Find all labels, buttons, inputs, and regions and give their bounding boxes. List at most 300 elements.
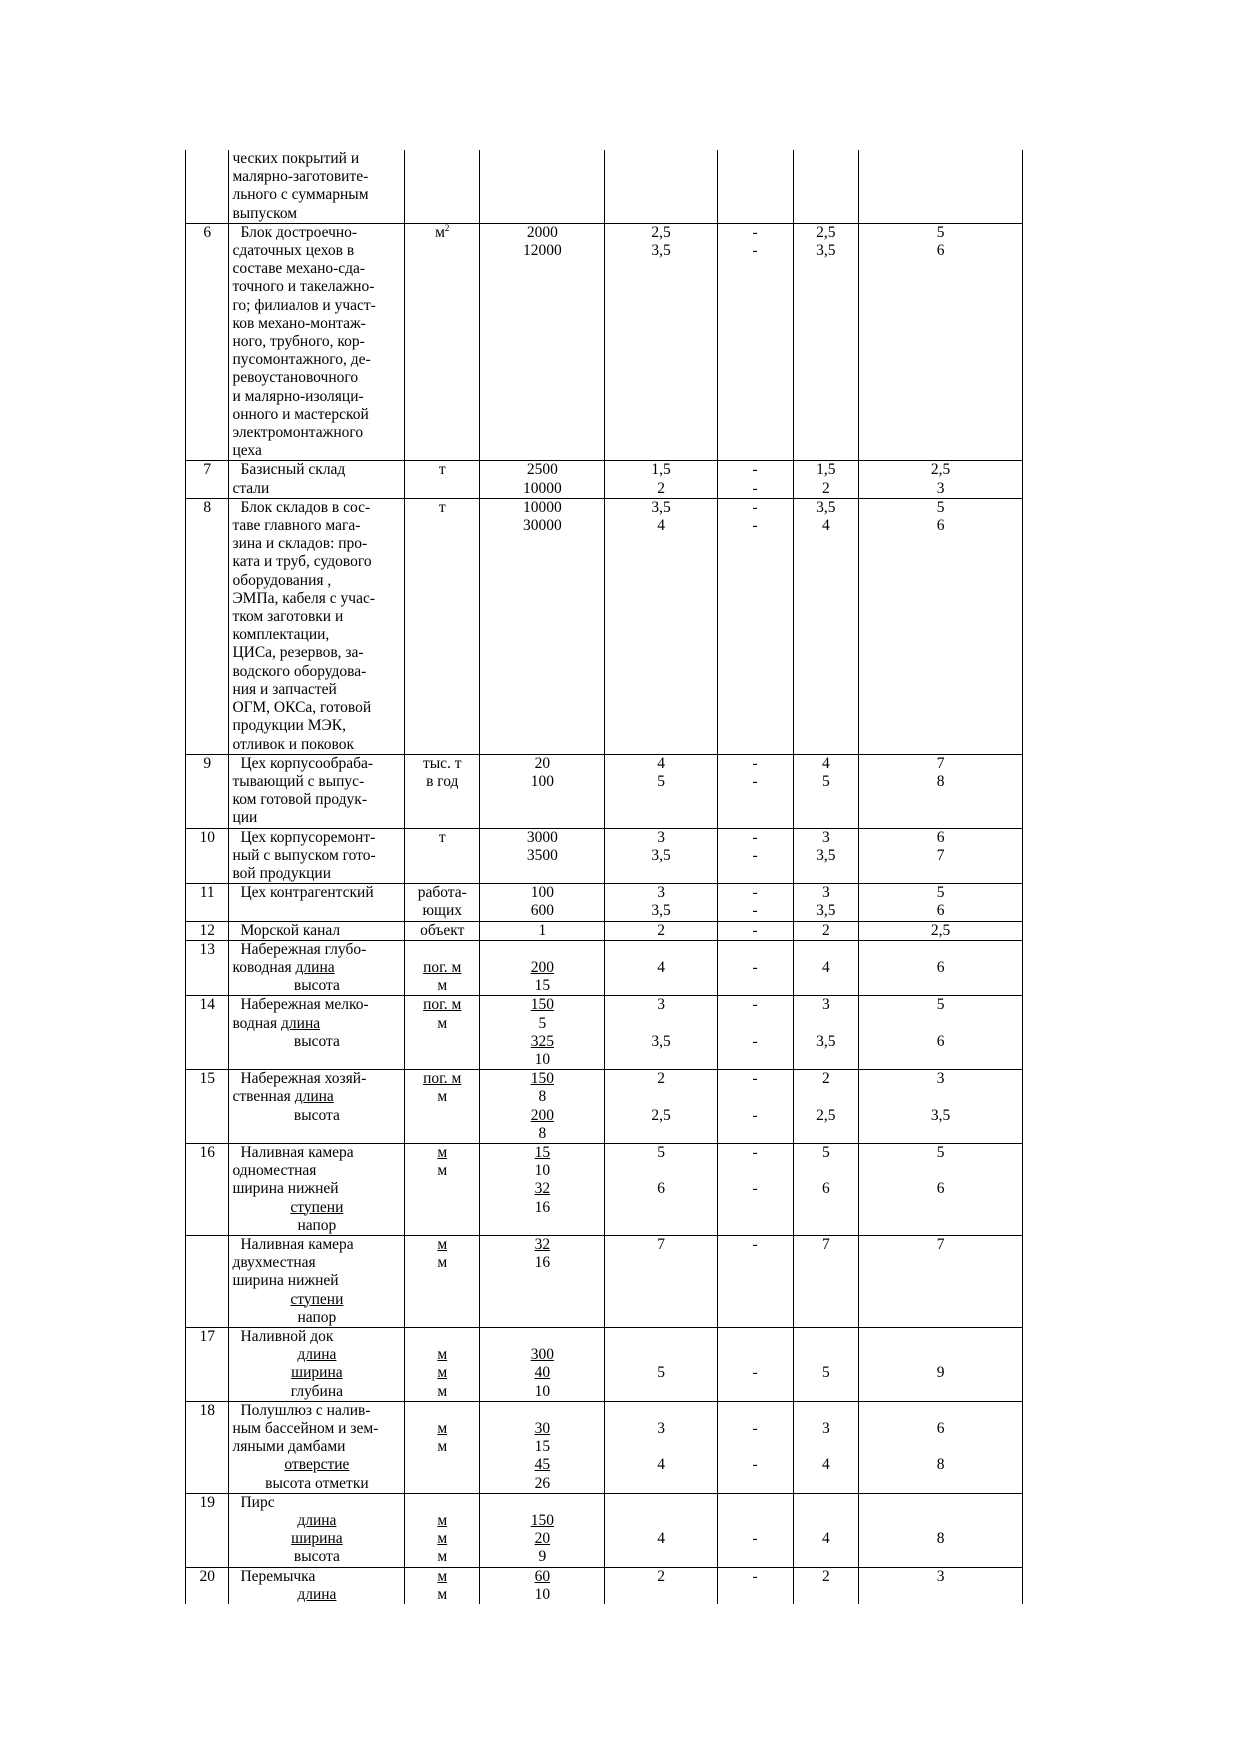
object-name-text: ширина нижней (232, 1180, 339, 1198)
cell-value-col-3 (793, 921, 859, 940)
cell-object-name (229, 223, 405, 461)
unit-line (408, 1402, 476, 1420)
object-name-line (232, 959, 401, 977)
capacity-text: 32 (534, 1235, 551, 1253)
unit-text: пог. м (423, 958, 462, 976)
cell-row-number (186, 461, 229, 498)
value-col-3-text: 3 (821, 1420, 830, 1437)
cell-capacity (480, 1070, 605, 1144)
value-col-3-text: 2 (821, 921, 830, 939)
value-col-2-text: - (752, 1106, 758, 1124)
unit-text: м (437, 1014, 448, 1032)
object-name-text: го; филиалов и участ- (232, 296, 376, 314)
cell-value-col-1 (605, 921, 717, 940)
value-col-3-line (797, 1236, 856, 1254)
value-col-3-text: 7 (821, 1235, 830, 1253)
value-col-2-line (721, 902, 790, 920)
object-name-text: зина и складов: про- (232, 535, 368, 553)
capacity-text: 2500 (526, 461, 558, 479)
capacity-text: 10000 (522, 479, 562, 497)
value-col-1-line (608, 1494, 713, 1512)
row-number-text (189, 150, 225, 168)
object-name-line (232, 941, 401, 959)
value-col-2-line (721, 1015, 790, 1033)
object-name-line (232, 865, 401, 883)
value-col-3-line (797, 1033, 856, 1051)
object-name-text: ков механо-монтаж- (232, 314, 366, 332)
value-col-2-text: - (752, 921, 758, 939)
object-name-text: ком готовой продук- (232, 791, 367, 809)
object-name-text: цеха (232, 442, 262, 460)
cell-unit (405, 223, 480, 461)
object-name-line (232, 278, 401, 296)
capacity-text: 200 (530, 958, 554, 976)
value-col-1-line (608, 1530, 713, 1548)
value-col-3-line (797, 1530, 856, 1548)
cell-capacity (480, 498, 605, 754)
capacity-text: 26 (534, 1474, 551, 1492)
value-col-1-line (608, 1456, 713, 1474)
capacity-text: 1 (538, 921, 547, 939)
object-name-text: ЭМПа, кабеля с учас- (232, 589, 375, 607)
value-col-4-text: 3 (936, 479, 945, 497)
row-number-text: 15 (199, 1070, 215, 1088)
object-name-text: высота (293, 1106, 340, 1124)
value-col-3-line (797, 1494, 856, 1512)
value-col-4-text: 3,5 (930, 1106, 951, 1124)
value-col-1-line (608, 847, 713, 865)
cell-value-col-4 (859, 461, 1023, 498)
capacity-text: 10 (534, 1050, 551, 1068)
value-col-3-text: 4 (821, 754, 830, 772)
cell-unit (405, 1567, 480, 1604)
cell-value-col-2 (717, 1070, 793, 1144)
object-name-text: ступени (290, 1290, 344, 1308)
capacity-text: 15 (534, 977, 551, 995)
row-number-text: 19 (199, 1493, 215, 1511)
object-name-line (232, 224, 401, 242)
cell-unit (405, 921, 480, 940)
cell-row-number (186, 498, 229, 754)
value-col-1-line (608, 1162, 713, 1180)
value-col-1-text: 5 (657, 1143, 665, 1161)
cell-row-number (186, 884, 229, 921)
value-col-1-line (608, 224, 713, 242)
value-col-2-text: - (752, 223, 758, 241)
capacity-line (483, 922, 601, 940)
value-col-3-line (797, 1180, 856, 1198)
value-col-3-text: 3,5 (816, 902, 836, 920)
object-name-line (232, 644, 401, 662)
object-name-text: электромонтажного (232, 424, 364, 442)
cell-capacity (480, 828, 605, 884)
capacity-text: 8 (538, 1124, 547, 1142)
table-row (186, 498, 1023, 754)
object-name-text: онного и мастерской (232, 405, 369, 423)
object-name-text: ката и труб, судового (232, 553, 372, 571)
object-name-text: Наливная камера (240, 1143, 354, 1161)
cell-unit (405, 461, 480, 498)
value-col-1-text: 3,5 (651, 846, 671, 864)
value-col-4-line (862, 1070, 1019, 1088)
value-col-1-text: 5 (657, 1364, 665, 1382)
value-col-4-text: 7 (936, 1235, 945, 1253)
cell-value-col-4 (859, 1401, 1023, 1493)
value-col-4-line (862, 902, 1019, 920)
cell-value-col-2 (717, 1401, 793, 1493)
value-col-4-line (862, 1420, 1019, 1438)
capacity-line (483, 996, 601, 1014)
value-col-3-text: 5 (821, 772, 830, 790)
unit-line (408, 224, 476, 242)
capacity-line (483, 1328, 601, 1346)
unit-text: м (437, 1162, 448, 1180)
capacity-line (483, 941, 601, 959)
capacity-text: 20 (534, 754, 551, 772)
object-name-line (232, 499, 401, 517)
capacity-text: 200 (530, 1106, 554, 1124)
value-col-2-text: - (752, 479, 758, 497)
value-col-2-line (721, 996, 790, 1014)
value-col-1-line (608, 1568, 713, 1586)
capacity-line (483, 1254, 601, 1272)
unit-line (408, 1088, 476, 1106)
object-name-line (232, 1364, 401, 1382)
object-name-text: ляными дамбами (232, 1438, 346, 1456)
cell-value-col-3 (793, 1401, 859, 1493)
value-col-1-text: 3 (657, 1420, 665, 1437)
cell-capacity (480, 1143, 605, 1235)
unit-text: т (438, 461, 446, 479)
table-row (186, 921, 1023, 940)
value-col-4-line (862, 242, 1019, 260)
capacity-line (483, 1107, 601, 1125)
object-name-text: Базисный склад (240, 461, 346, 479)
value-col-2-text: - (752, 754, 758, 772)
value-col-4-text: 2,5 (930, 921, 951, 939)
capacity-text: 20 (534, 1530, 551, 1548)
value-col-4-line (862, 461, 1019, 479)
row-number-text: 11 (199, 884, 215, 902)
value-col-3-text: 2,5 (816, 1106, 836, 1124)
value-col-2-line (721, 1346, 790, 1364)
object-name-line (232, 1309, 401, 1327)
object-name-text: ширина (291, 1530, 343, 1548)
value-col-2-text: - (752, 1070, 758, 1088)
object-name-text: Пирс (240, 1493, 275, 1511)
value-col-2-line (721, 1162, 790, 1180)
value-col-3-line (797, 1456, 856, 1474)
object-name-text: высота (293, 1032, 340, 1050)
capacity-line (483, 1199, 601, 1217)
cell-value-col-4 (859, 223, 1023, 461)
unit-line (408, 884, 476, 902)
cell-value-col-1 (605, 1567, 717, 1604)
value-col-2-line (721, 1420, 790, 1438)
object-name-line (232, 1107, 401, 1125)
value-col-1-line (608, 959, 713, 977)
unit-text: т (438, 828, 446, 846)
value-col-1-line (608, 1107, 713, 1125)
capacity-text: 30 (534, 1420, 551, 1437)
object-name-text: составе механо-сда- (232, 260, 366, 278)
value-col-4-line (862, 499, 1019, 517)
cell-value-col-4 (859, 996, 1023, 1070)
value-col-2-text: - (752, 828, 758, 846)
capacity-line (483, 480, 601, 498)
row-number-text: 8 (203, 498, 212, 516)
unit-line (408, 959, 476, 977)
value-col-3-text: 4 (821, 958, 830, 976)
object-name-line (232, 553, 401, 571)
cell-unit (405, 1143, 480, 1235)
value-col-3-text: 4 (821, 1530, 830, 1548)
value-col-3-line (797, 242, 856, 260)
object-name-line (232, 186, 401, 204)
cell-unit (405, 1328, 480, 1402)
superscript: 2 (444, 223, 450, 233)
value-col-4-line (862, 1328, 1019, 1346)
object-name-line (232, 351, 401, 369)
value-col-1-text: 3 (657, 884, 665, 902)
value-col-3-line (797, 517, 856, 535)
cell-value-col-4 (859, 150, 1023, 223)
value-col-2-text: - (752, 498, 758, 516)
value-col-3-line (797, 224, 856, 242)
cell-object-name (229, 1401, 405, 1493)
value-col-4-line (862, 996, 1019, 1014)
object-name-underlined-text: длина (295, 958, 335, 976)
cell-capacity (480, 940, 605, 996)
object-name-text: Блок достроечно- (240, 223, 358, 241)
unit-text: м (437, 1364, 448, 1382)
value-col-2-text: - (752, 1567, 758, 1585)
cell-value-col-3 (793, 996, 859, 1070)
capacity-text: 3000 (526, 828, 558, 846)
value-col-2-line (721, 224, 790, 242)
object-name-text: точного и такелажно- (232, 278, 375, 296)
cell-object-name (229, 754, 405, 828)
object-name-text: напор (297, 1308, 337, 1326)
cell-object-name (229, 1070, 405, 1144)
cell-value-col-2 (717, 1567, 793, 1604)
cell-value-col-1 (605, 884, 717, 921)
value-col-2-text: - (752, 1235, 758, 1253)
unit-line (408, 1144, 476, 1162)
unit-line (408, 773, 476, 791)
capacity-text: 15 (534, 1438, 551, 1456)
cell-value-col-2 (717, 921, 793, 940)
table-row (186, 884, 1023, 921)
object-name-text: высота отметки (265, 1474, 369, 1492)
capacity-line (483, 773, 601, 791)
object-name-line (232, 168, 401, 186)
object-name-text: тывающий с выпус- (232, 772, 365, 790)
value-col-2-line (721, 1107, 790, 1125)
unit-text: м (437, 1088, 448, 1106)
cell-row-number (186, 1070, 229, 1144)
value-col-4-line (862, 1180, 1019, 1198)
cell-value-col-4 (859, 1567, 1023, 1604)
value-col-4-line (862, 1346, 1019, 1364)
unit-text: т (438, 498, 446, 516)
value-col-4-text: 9 (936, 1364, 945, 1382)
unit-line (408, 1328, 476, 1346)
cell-row-number (186, 223, 229, 461)
cell-value-col-4 (859, 940, 1023, 996)
value-col-3-line (797, 1438, 856, 1456)
unit-line (408, 1162, 476, 1180)
value-col-4-text: 7 (936, 754, 945, 772)
object-name-line (232, 717, 401, 735)
object-name-line (232, 626, 401, 644)
object-name-text: стали (232, 479, 270, 497)
capacity-line (483, 1070, 601, 1088)
capacity-line (483, 499, 601, 517)
object-name-text: ревоустановочного (232, 369, 359, 387)
object-name-line (232, 572, 401, 590)
value-col-1-text: 5 (657, 772, 665, 790)
cell-value-col-1 (605, 996, 717, 1070)
cell-capacity (480, 884, 605, 921)
unit-line (408, 1568, 476, 1586)
object-name-line (232, 369, 401, 387)
capacity-line (483, 1162, 601, 1180)
value-col-1-text: 4 (657, 754, 665, 772)
value-col-1-line (608, 773, 713, 791)
value-col-2-line (721, 847, 790, 865)
object-name-text: ного, трубного, кор- (232, 333, 365, 351)
value-col-4-line (862, 959, 1019, 977)
object-name-line (232, 1530, 401, 1548)
object-name-line (232, 517, 401, 535)
value-col-2-text: - (752, 996, 758, 1014)
value-col-3-text: 2 (821, 1567, 830, 1585)
value-col-4-text: 6 (936, 1032, 945, 1050)
value-col-1-line (608, 517, 713, 535)
unit-line (408, 941, 476, 959)
cell-unit (405, 996, 480, 1070)
capacity-line (483, 242, 601, 260)
value-col-3-line (797, 1402, 856, 1420)
cell-object-name (229, 940, 405, 996)
row-number-text: 14 (199, 996, 215, 1014)
object-name-line (232, 699, 401, 717)
cell-capacity (480, 1493, 605, 1567)
cell-capacity (480, 1567, 605, 1604)
row-number-text: 18 (199, 1401, 215, 1419)
value-col-3-line (797, 922, 856, 940)
value-col-1-line (608, 1180, 713, 1198)
object-name-underlined-text: длина (281, 1014, 321, 1032)
unit-line (408, 1254, 476, 1272)
capacity-text: 16 (534, 1198, 551, 1216)
value-col-2-line (721, 517, 790, 535)
capacity-line (483, 1236, 601, 1254)
object-name-line (232, 1033, 401, 1051)
cell-value-col-4 (859, 1493, 1023, 1567)
capacity-line (483, 1548, 601, 1566)
object-name-text: Набережная мелко- (240, 996, 369, 1014)
unit-line (408, 996, 476, 1014)
capacity-line (483, 977, 601, 995)
value-col-3-line (797, 1364, 856, 1382)
value-col-1-text: 2 (657, 1567, 665, 1585)
cell-value-col-1 (605, 1493, 717, 1567)
cell-object-name (229, 828, 405, 884)
value-col-2-line (721, 1530, 790, 1548)
value-col-2-line (721, 1180, 790, 1198)
capacity-line (483, 1438, 601, 1456)
object-name-text: длина (297, 1585, 337, 1603)
object-name-line (232, 424, 401, 442)
value-col-4-line (862, 1530, 1019, 1548)
unit-text: м (437, 1530, 448, 1548)
cell-value-col-1 (605, 461, 717, 498)
unit-text: м (437, 1585, 448, 1603)
value-col-2-line (721, 1070, 790, 1088)
object-name-text: ширина нижней (232, 1272, 339, 1290)
table-row (186, 996, 1023, 1070)
value-col-1-line (608, 1033, 713, 1051)
object-name-line (232, 1568, 401, 1586)
value-col-2-line (721, 1456, 790, 1474)
capacity-text: 3500 (526, 846, 558, 864)
cell-row-number (186, 1143, 229, 1235)
unit-text: м (437, 1548, 448, 1566)
object-name-text: комплектации, (232, 626, 330, 644)
value-col-2-text: - (752, 902, 758, 920)
object-name-line (232, 1586, 401, 1604)
object-name-text: вой продукции (232, 864, 331, 882)
value-col-4-line (862, 1015, 1019, 1033)
unit-line (408, 1420, 476, 1438)
cell-object-name (229, 1328, 405, 1402)
object-name-line (232, 1328, 401, 1346)
object-name-text: длина (297, 1346, 337, 1364)
capacity-line (483, 1420, 601, 1438)
value-col-1-line (608, 996, 713, 1014)
capacity-text: 15 (534, 1143, 551, 1161)
object-name-text: льного с суммарным (232, 186, 369, 204)
object-name-text: длина (297, 1512, 337, 1530)
object-name-text: ния и запчастей (232, 680, 337, 698)
object-name-line (232, 535, 401, 553)
value-col-1-text: 4 (657, 517, 665, 535)
cell-unit (405, 498, 480, 754)
cell-object-name (229, 150, 405, 223)
object-name-text: Наливной док (240, 1328, 334, 1345)
cell-value-col-2 (717, 1328, 793, 1402)
value-col-2-text: - (752, 1456, 758, 1474)
value-col-4-text: 5 (936, 884, 945, 902)
value-col-3-text: 4 (821, 1456, 830, 1474)
cell-value-col-1 (605, 1328, 717, 1402)
object-name-text: Морской канал (240, 921, 341, 939)
object-name-text: и малярно-изоляци- (232, 387, 364, 405)
object-name-text: таве главного мага- (232, 517, 361, 535)
value-col-2-text: - (752, 1364, 758, 1382)
value-col-1-line (608, 242, 713, 260)
cell-value-col-3 (793, 1143, 859, 1235)
value-col-1-text: 2,5 (651, 1106, 671, 1124)
capacity-line (483, 1015, 601, 1033)
unit-text: работа- (417, 884, 467, 902)
object-name-text: ственная (232, 1088, 295, 1106)
value-col-3-line (797, 829, 856, 847)
object-name-line (232, 1180, 401, 1198)
object-name-text: сдаточных цехов в (232, 242, 355, 260)
